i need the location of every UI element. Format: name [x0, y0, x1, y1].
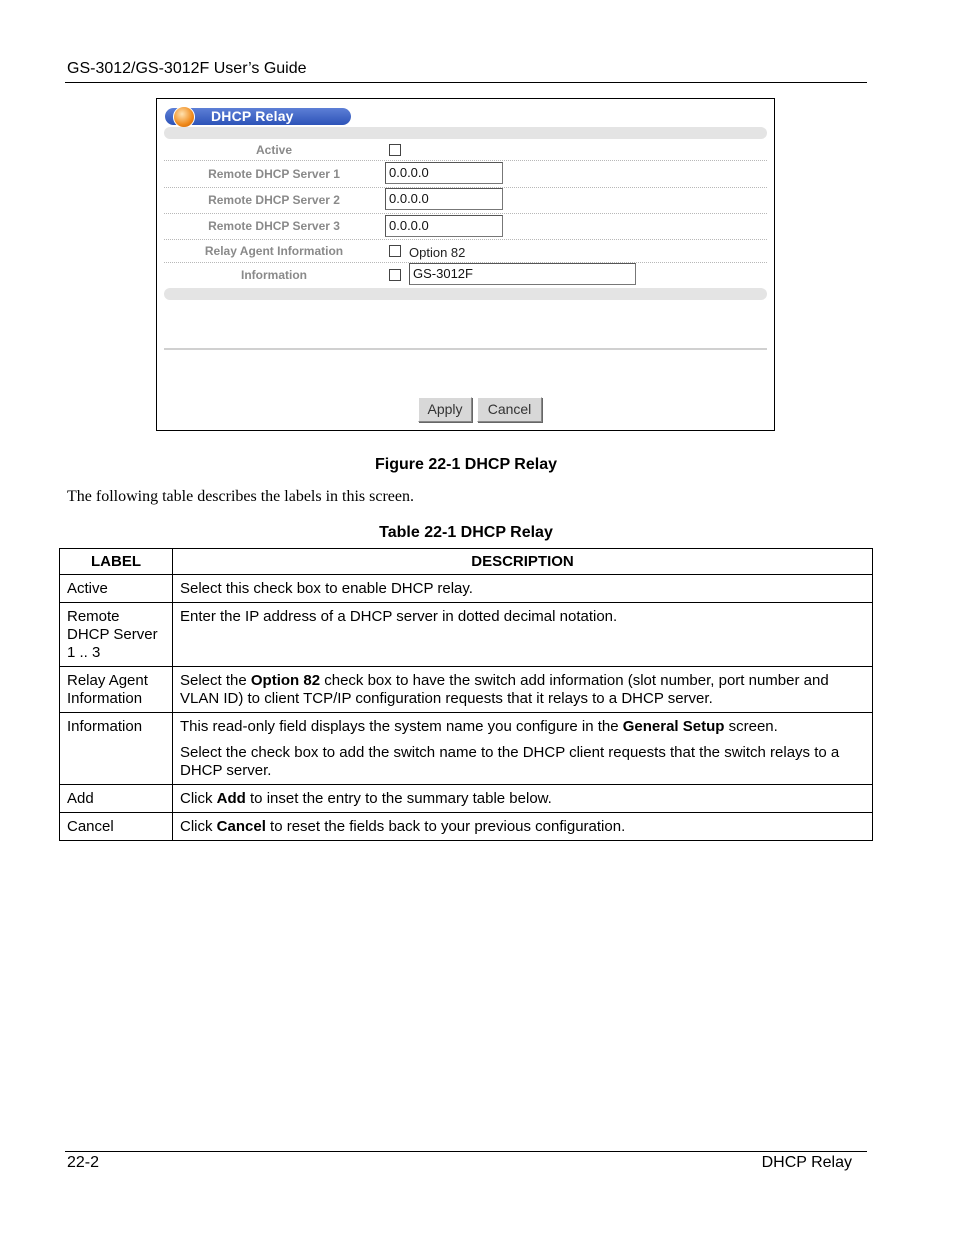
remote-dhcp-server-2-label: Remote DHCP Server 2	[208, 193, 340, 207]
row-remote-dhcp-server-3	[164, 214, 767, 240]
remote-dhcp-server-3-label: Remote DHCP Server 3	[208, 219, 340, 233]
remote-dhcp-server-1-label: Remote DHCP Server 1	[208, 167, 340, 181]
desc-paragraph: Select the check box to add the switch name to the DHCP client requests that the switch relays to a DHCP server.	[180, 744, 840, 779]
row-remote-dhcp-server-1	[164, 161, 767, 188]
table-row	[60, 603, 873, 667]
desc-text: Click	[180, 790, 217, 807]
desc-text: Click	[180, 818, 217, 835]
form-bottom-band	[164, 288, 767, 300]
header-rule	[65, 82, 867, 83]
page-number: 22-2	[67, 1154, 100, 1171]
option-82-checkbox[interactable]	[389, 245, 401, 257]
table-header-row	[60, 549, 873, 575]
option-82-label: Option 82	[409, 245, 466, 260]
desc-bold: Add	[216, 790, 246, 807]
panel-orb-icon	[173, 106, 195, 128]
desc-text: This read-only field displays the system name you configure in the	[180, 718, 623, 735]
row-active	[164, 140, 767, 161]
row-information	[164, 263, 767, 287]
information-input[interactable]: GS-3012F	[409, 263, 636, 285]
form-top-band	[164, 127, 767, 139]
figure-caption: Figure 22-1 DHCP Relay	[375, 456, 557, 473]
remote-dhcp-server-3-input[interactable]: 0.0.0.0	[385, 215, 503, 237]
table-row	[60, 575, 873, 603]
label-description-table	[59, 548, 873, 841]
relay-agent-information-label: Relay Agent Information	[204, 244, 344, 258]
table-row	[60, 785, 873, 813]
row-label: Information	[60, 713, 173, 785]
row-description: Enter the IP address of a DHCP server in dotted decimal notation.	[173, 603, 873, 667]
information-checkbox[interactable]	[389, 269, 401, 281]
active-label: Active	[255, 143, 293, 157]
row-remote-dhcp-server-2	[164, 188, 767, 214]
row-description	[173, 667, 873, 713]
description-column-header: DESCRIPTION	[173, 549, 873, 575]
remote-dhcp-server-2-input[interactable]: 0.0.0.0	[385, 188, 503, 210]
page-header-title: GS-3012/GS-3012F User’s Guide	[67, 60, 307, 77]
desc-text: Select the	[180, 672, 251, 689]
row-description: Select this check box to enable DHCP relay.	[173, 575, 873, 603]
chapter-name: DHCP Relay	[761, 1154, 852, 1171]
table-row	[60, 667, 873, 713]
desc-text: screen.	[724, 718, 778, 735]
row-label: Cancel	[60, 813, 173, 841]
table-row	[60, 713, 873, 785]
row-relay-agent-information	[164, 240, 767, 263]
table-row	[60, 813, 873, 841]
row-label: Relay Agent Information	[60, 667, 173, 713]
row-description	[173, 713, 873, 785]
desc-text: to reset the fields back to your previous configuration.	[265, 818, 626, 835]
panel-title: DHCP Relay	[211, 108, 294, 124]
table-caption: Table 22-1 DHCP Relay	[379, 524, 553, 541]
row-label: Add	[60, 785, 173, 813]
apply-button[interactable]: Apply	[418, 397, 472, 422]
desc-text: check box to have the switch add information (slot number, port number and VLAN ID) to client TCP/IP configuration requests that it relays to a DHCP server.	[180, 672, 829, 707]
active-checkbox[interactable]	[389, 144, 401, 156]
desc-bold: General Setup	[622, 718, 725, 735]
dhcp-relay-screenshot	[156, 98, 775, 431]
intro-text: The following table describes the labels in this screen.	[67, 488, 415, 505]
remote-dhcp-server-1-input[interactable]: 0.0.0.0	[385, 162, 503, 184]
desc-bold: Cancel	[216, 818, 266, 835]
footer-rule	[65, 1151, 867, 1152]
desc-paragraph	[180, 718, 865, 736]
row-label: Active	[60, 575, 173, 603]
desc-text: to inset the entry to the summary table below.	[245, 790, 552, 807]
row-description	[173, 785, 873, 813]
row-label: Remote DHCP Server 1 .. 3	[60, 603, 173, 667]
form-divider	[164, 348, 767, 350]
row-description	[173, 813, 873, 841]
desc-bold: Option 82	[250, 672, 321, 689]
information-label: Information	[241, 268, 307, 282]
label-column-header: LABEL	[60, 549, 173, 575]
cancel-button[interactable]: Cancel	[477, 397, 542, 422]
